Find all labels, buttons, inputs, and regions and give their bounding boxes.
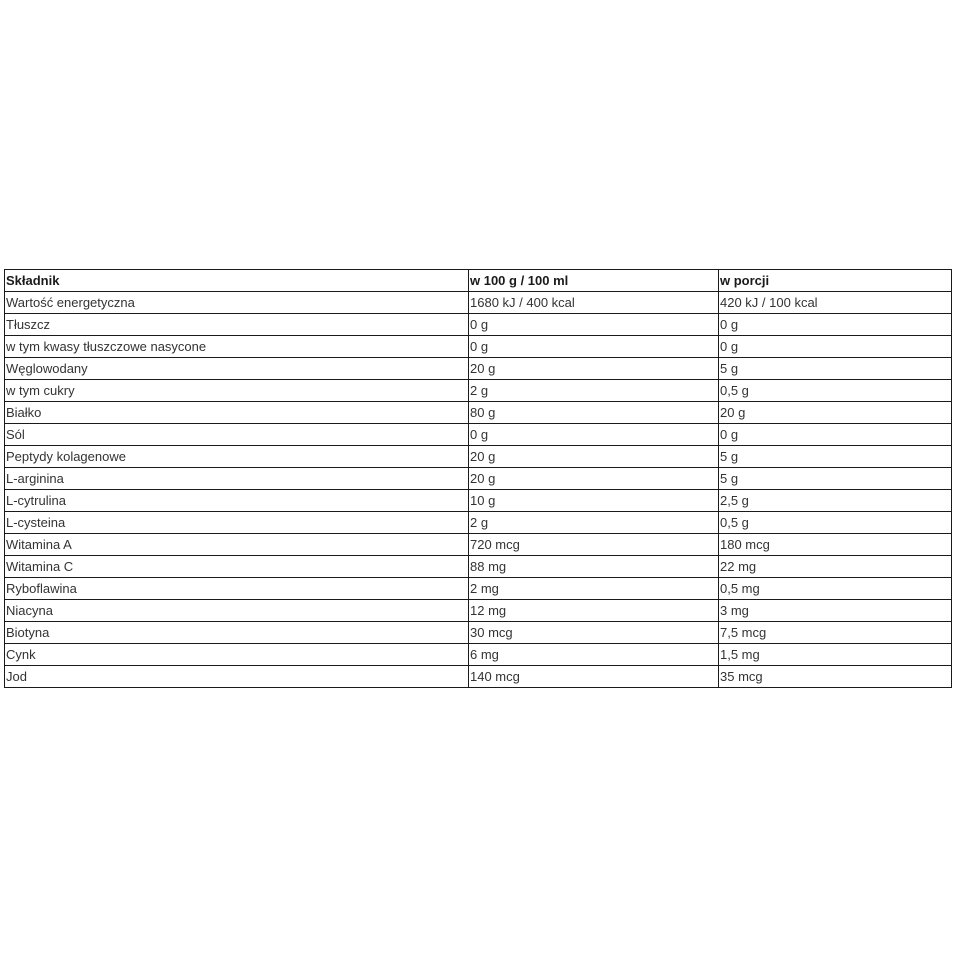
nutrition-table-container: [4, 269, 951, 688]
table-row: [5, 446, 952, 468]
cell-per-100g: 20 g: [469, 468, 719, 490]
cell-ingredient: Witamina A: [5, 534, 469, 556]
cell-ingredient: Białko: [5, 402, 469, 424]
cell-per-serving: 180 mcg: [719, 534, 952, 556]
cell-per-serving: 20 g: [719, 402, 952, 424]
cell-ingredient: Sól: [5, 424, 469, 446]
cell-ingredient: Tłuszcz: [5, 314, 469, 336]
table-row: [5, 578, 952, 600]
table-row: [5, 402, 952, 424]
cell-per-100g: 20 g: [469, 446, 719, 468]
cell-ingredient: L-arginina: [5, 468, 469, 490]
table-row: [5, 666, 952, 688]
cell-per-serving: 5 g: [719, 446, 952, 468]
cell-ingredient: L-cytrulina: [5, 490, 469, 512]
cell-per-100g: 10 g: [469, 490, 719, 512]
table-row: [5, 534, 952, 556]
cell-per-100g: 2 mg: [469, 578, 719, 600]
cell-per-serving: 5 g: [719, 358, 952, 380]
table-row: [5, 468, 952, 490]
header-per-serving: w porcji: [719, 270, 952, 292]
cell-per-100g: 12 mg: [469, 600, 719, 622]
table-row: [5, 358, 952, 380]
table-row: [5, 512, 952, 534]
cell-per-serving: 22 mg: [719, 556, 952, 578]
table-row: [5, 424, 952, 446]
cell-per-serving: 420 kJ / 100 kcal: [719, 292, 952, 314]
cell-per-100g: 720 mcg: [469, 534, 719, 556]
table-header-row: [5, 270, 952, 292]
cell-ingredient: L-cysteina: [5, 512, 469, 534]
cell-ingredient: Wartość energetyczna: [5, 292, 469, 314]
cell-ingredient: w tym kwasy tłuszczowe nasycone: [5, 336, 469, 358]
cell-per-serving: 2,5 g: [719, 490, 952, 512]
cell-ingredient: Biotyna: [5, 622, 469, 644]
cell-per-serving: 0,5 g: [719, 512, 952, 534]
cell-per-100g: 20 g: [469, 358, 719, 380]
cell-per-100g: 0 g: [469, 314, 719, 336]
cell-per-100g: 1680 kJ / 400 kcal: [469, 292, 719, 314]
table-row: [5, 556, 952, 578]
cell-ingredient: Witamina C: [5, 556, 469, 578]
cell-per-100g: 80 g: [469, 402, 719, 424]
cell-per-100g: 6 mg: [469, 644, 719, 666]
cell-per-serving: 0 g: [719, 314, 952, 336]
table-row: [5, 622, 952, 644]
cell-per-serving: 0 g: [719, 336, 952, 358]
cell-ingredient: Peptydy kolagenowe: [5, 446, 469, 468]
cell-ingredient: Ryboflawina: [5, 578, 469, 600]
cell-per-serving: 0,5 g: [719, 380, 952, 402]
cell-per-serving: 35 mcg: [719, 666, 952, 688]
cell-ingredient: Jod: [5, 666, 469, 688]
cell-per-100g: 140 mcg: [469, 666, 719, 688]
nutrition-table: [4, 269, 952, 688]
cell-per-serving: 5 g: [719, 468, 952, 490]
cell-per-serving: 1,5 mg: [719, 644, 952, 666]
table-row: [5, 600, 952, 622]
header-ingredient: Składnik: [5, 270, 469, 292]
table-row: [5, 314, 952, 336]
table-row: [5, 292, 952, 314]
cell-per-serving: 0,5 mg: [719, 578, 952, 600]
cell-per-serving: 0 g: [719, 424, 952, 446]
header-per-100g: w 100 g / 100 ml: [469, 270, 719, 292]
cell-per-100g: 88 mg: [469, 556, 719, 578]
cell-per-100g: 30 mcg: [469, 622, 719, 644]
cell-per-100g: 2 g: [469, 512, 719, 534]
cell-per-serving: 3 mg: [719, 600, 952, 622]
cell-per-100g: 0 g: [469, 424, 719, 446]
cell-per-100g: 2 g: [469, 380, 719, 402]
cell-ingredient: Cynk: [5, 644, 469, 666]
table-row: [5, 336, 952, 358]
table-row: [5, 644, 952, 666]
cell-ingredient: w tym cukry: [5, 380, 469, 402]
cell-per-serving: 7,5 mcg: [719, 622, 952, 644]
cell-ingredient: Niacyna: [5, 600, 469, 622]
table-row: [5, 490, 952, 512]
cell-ingredient: Węglowodany: [5, 358, 469, 380]
cell-per-100g: 0 g: [469, 336, 719, 358]
table-row: [5, 380, 952, 402]
